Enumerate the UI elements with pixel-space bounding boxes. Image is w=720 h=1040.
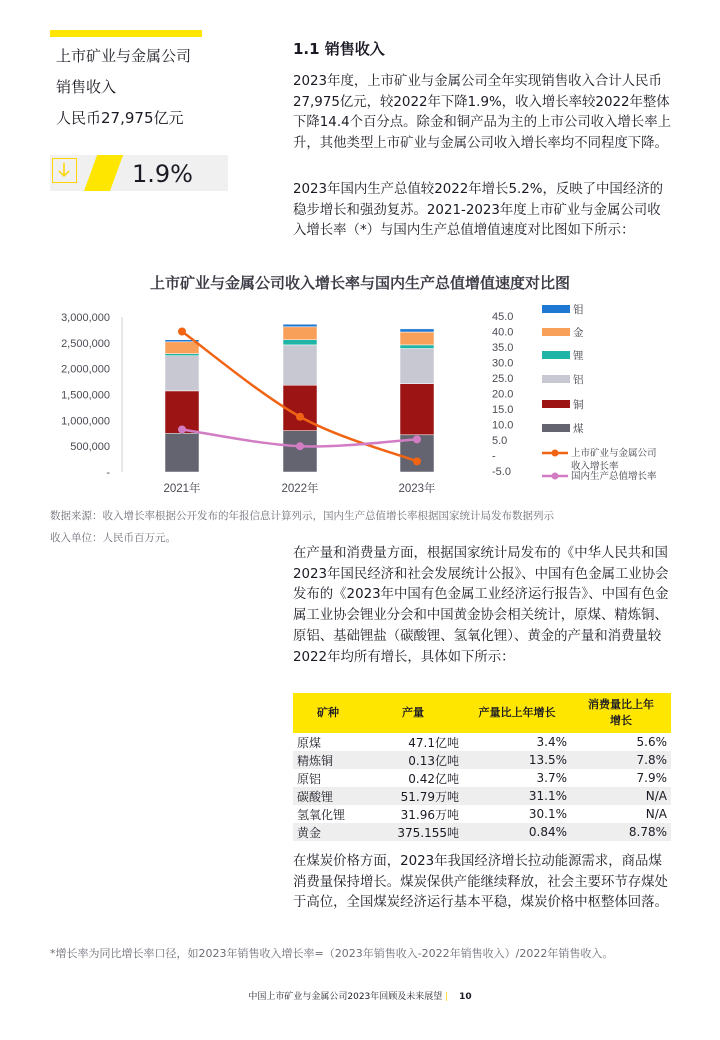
bar-钼	[283, 324, 317, 327]
legend-label-上市矿业与金属公司收入增长率-part2: 收入增长率	[571, 461, 619, 472]
bar-铝	[165, 356, 199, 391]
bar-锂	[400, 345, 434, 349]
cell-mineral: 精炼铜	[293, 751, 363, 769]
right-axis-tick-label: 40.0	[492, 326, 514, 339]
bar-铝	[283, 345, 317, 385]
table-row	[293, 787, 671, 805]
table-row	[293, 805, 671, 823]
bar-铜	[400, 384, 434, 435]
production-table	[293, 693, 671, 841]
right-axis-tick-label: 45.0	[492, 311, 514, 323]
footnote: *增长率为同比增长率口径，如2023年销售收入增长率=（2023年销售收入-2022年销售收入）/2022年销售收入。	[50, 947, 614, 960]
accent-bar	[50, 30, 202, 37]
cell-output-growth: 0.84%	[463, 823, 571, 841]
bar-煤	[283, 431, 317, 472]
chart-title: 上市矿业与金属公司收入增长率与国内生产总值增值速度对比图	[149, 274, 570, 292]
left-axis-tick-label: 2,000,000	[61, 363, 110, 376]
legend-label-国内生产总值增长率: 国内生产总值增长率	[571, 471, 657, 482]
cell-output-growth: 30.1%	[528, 807, 567, 821]
cell-output: 0.13亿吨	[363, 751, 463, 769]
kpi-change-value: 1.9%	[132, 160, 193, 188]
cell-mineral: 氢氧化锂	[297, 807, 346, 822]
col-header-consumption-growth: 消费量比上年增长	[571, 693, 671, 733]
left-axis-tick-label: 3,000,000	[61, 312, 110, 324]
legend-label-煤: 煤	[573, 423, 584, 435]
col-header-output-growth: 产量比上年增长	[463, 693, 571, 733]
right-axis-tick-label: 20.0	[492, 388, 514, 401]
page-footer	[0, 989, 720, 1002]
cell-output-growth: 31.1%	[463, 787, 571, 805]
left-axis-tick-label: 1,500,000	[61, 389, 110, 402]
x-axis-label: 2022年	[281, 483, 319, 495]
col-header-mineral: 矿种	[293, 693, 363, 733]
left-axis-tick-label: 500,000	[70, 441, 110, 454]
point-国内生产总值增长率	[413, 435, 421, 443]
legend-label-铜: 铜	[573, 399, 584, 411]
bar-钼	[400, 329, 434, 332]
cell-output: 31.96万吨	[400, 807, 459, 822]
point-国内生产总值增长率	[178, 425, 186, 433]
cell-consumption-growth: N/A	[645, 807, 667, 821]
bar-锂	[283, 340, 317, 345]
kpi-company-label: 上市矿业与金属公司	[56, 47, 192, 65]
cell-consumption-growth: 8.78%	[571, 823, 671, 841]
point-上市矿业与金属公司收入增长率	[178, 328, 186, 336]
col-header-output: 产量	[363, 693, 463, 733]
legend-swatch-锂	[542, 351, 570, 359]
paragraph-coal-price: 在煤炭价格方面，2023年我国经济增长拉动能源需求，商品煤消费量保持增长。煤炭保供产能继续释放，社会主要环节存煤处于高位，全国煤炭经济运行基本平稳，煤炭价格中枢整体回落。	[293, 854, 668, 911]
cell-mineral: 碳酸锂	[293, 787, 363, 805]
legend-label-上市矿业与金属公司收入增长率-part1: 上市矿业与金属公司	[571, 448, 657, 459]
cell-consumption-growth: N/A	[571, 787, 671, 805]
cell-output: 47.1亿吨	[408, 735, 459, 750]
footer-separator: |	[445, 992, 449, 1002]
right-axis-tick-label: 15.0	[492, 404, 514, 416]
x-axis-label: 2021年	[163, 483, 201, 495]
cell-mineral: 黄金	[293, 823, 363, 841]
bar-金	[400, 332, 434, 345]
bar-锂	[165, 354, 199, 356]
paragraph-gdp: 2023年国内生产总值较2022年增长5.2%，反映了中国经济的稳步增长和强劲复苏。2021-2023年度上市矿业与金属公司收入增长率（*）与国内生产总值增值速度对比图如下所示：	[293, 182, 663, 239]
table-row	[293, 751, 671, 769]
cell-output-growth: 3.4%	[536, 735, 567, 749]
right-axis-tick-label: 35.0	[492, 342, 514, 354]
chart-unit-note: 收入单位：人民币百万元。	[50, 532, 176, 544]
legend-label-钼: 钼	[573, 304, 584, 316]
right-axis-tick-label: 5.0	[492, 435, 508, 447]
bar-金	[165, 342, 199, 354]
paragraph-production: 在产量和消费量方面，根据国家统计局发布的《中华人民共和国2023年国民经济和社会发展统计公报》、中国有色金属工业协会发布的《2023年中国有色金属工业经济运行报告》、中国有色金属工业协会锂业分会和中国黄金协会相关统计，原煤、精炼铜、原铝、基础锂盐（碳酸锂、氢氧化锂）、黄金的产量和消费量较2022年均所有增长，具体如下所示：	[293, 546, 669, 665]
right-axis-tick-label: 30.0	[492, 357, 514, 370]
table-row	[293, 769, 671, 787]
table-header-row	[293, 693, 671, 733]
legend-swatch-煤	[542, 424, 570, 432]
cell-consumption-growth: 7.8%	[571, 751, 671, 769]
kpi-metric-label: 销售收入	[56, 78, 117, 96]
bar-铝	[400, 349, 434, 384]
point-国内生产总值增长率	[296, 442, 304, 450]
legend-label-金: 金	[573, 327, 584, 339]
cell-output-growth: 13.5%	[463, 751, 571, 769]
right-axis-tick-label: 25.0	[492, 373, 514, 385]
revenue-gdp-chart	[0, 295, 720, 500]
right-axis-tick-label: -	[492, 450, 496, 463]
section-title: 1.1 销售收入	[293, 40, 385, 58]
page-number: 10	[459, 992, 472, 1002]
left-axis-tick-label: 1,000,000	[61, 415, 110, 428]
legend-swatch-钼	[542, 305, 570, 313]
chart-source-note: 数据来源：收入增长率根据公开发布的年报信息计算列示，国内生产总值增长率根据国家统计局发布数据列示	[50, 510, 554, 522]
table-row	[293, 733, 671, 751]
legend-swatch-铜	[542, 400, 570, 408]
bar-煤	[165, 433, 199, 472]
table-row	[293, 823, 671, 841]
point-上市矿业与金属公司收入增长率	[413, 457, 421, 465]
cell-consumption-growth: 5.6%	[636, 735, 667, 749]
legend-label-锂: 锂	[573, 350, 584, 362]
down-arrow-icon	[52, 158, 77, 183]
cell-output: 51.79万吨	[363, 787, 463, 805]
legend-label-铝: 铝	[573, 374, 584, 386]
cell-output: 0.42亿吨	[408, 771, 459, 786]
left-axis-tick-label: 2,500,000	[61, 337, 110, 350]
bar-金	[283, 327, 317, 340]
point-上市矿业与金属公司收入增长率	[296, 413, 304, 421]
legend-marker-国内生产总值增长率	[552, 473, 559, 480]
paragraph-revenue: 2023年度，上市矿业与金属公司全年实现销售收入合计人民币27,975亿元，较2022年下降1.9%，收入增长率较2022年整体下降14.4个百分点。除金和铜产品为主的上市公司收入增长率上升，其他类型上市矿业与金属公司收入增长率均不同程度下降。	[293, 74, 671, 152]
legend-marker-上市矿业与金属公司收入增长率	[552, 450, 559, 457]
cell-output: 375.155吨	[363, 823, 463, 841]
cell-output-growth: 3.7%	[536, 771, 567, 785]
kpi-amount: 人民币27,975亿元	[56, 109, 184, 127]
right-axis-tick-label: 10.0	[492, 419, 514, 432]
left-axis-tick-label: -	[106, 467, 110, 479]
cell-consumption-growth: 7.9%	[636, 771, 667, 785]
footer-title: 中国上市矿业与金属公司2023年回顾及未来展望	[248, 992, 443, 1002]
cell-mineral: 原煤	[297, 735, 322, 750]
right-axis-tick-label: -5.0	[492, 466, 511, 478]
legend-swatch-铝	[542, 375, 570, 383]
x-axis-label: 2023年	[398, 483, 436, 495]
legend-swatch-金	[542, 328, 570, 336]
cell-mineral: 原铝	[297, 771, 322, 786]
